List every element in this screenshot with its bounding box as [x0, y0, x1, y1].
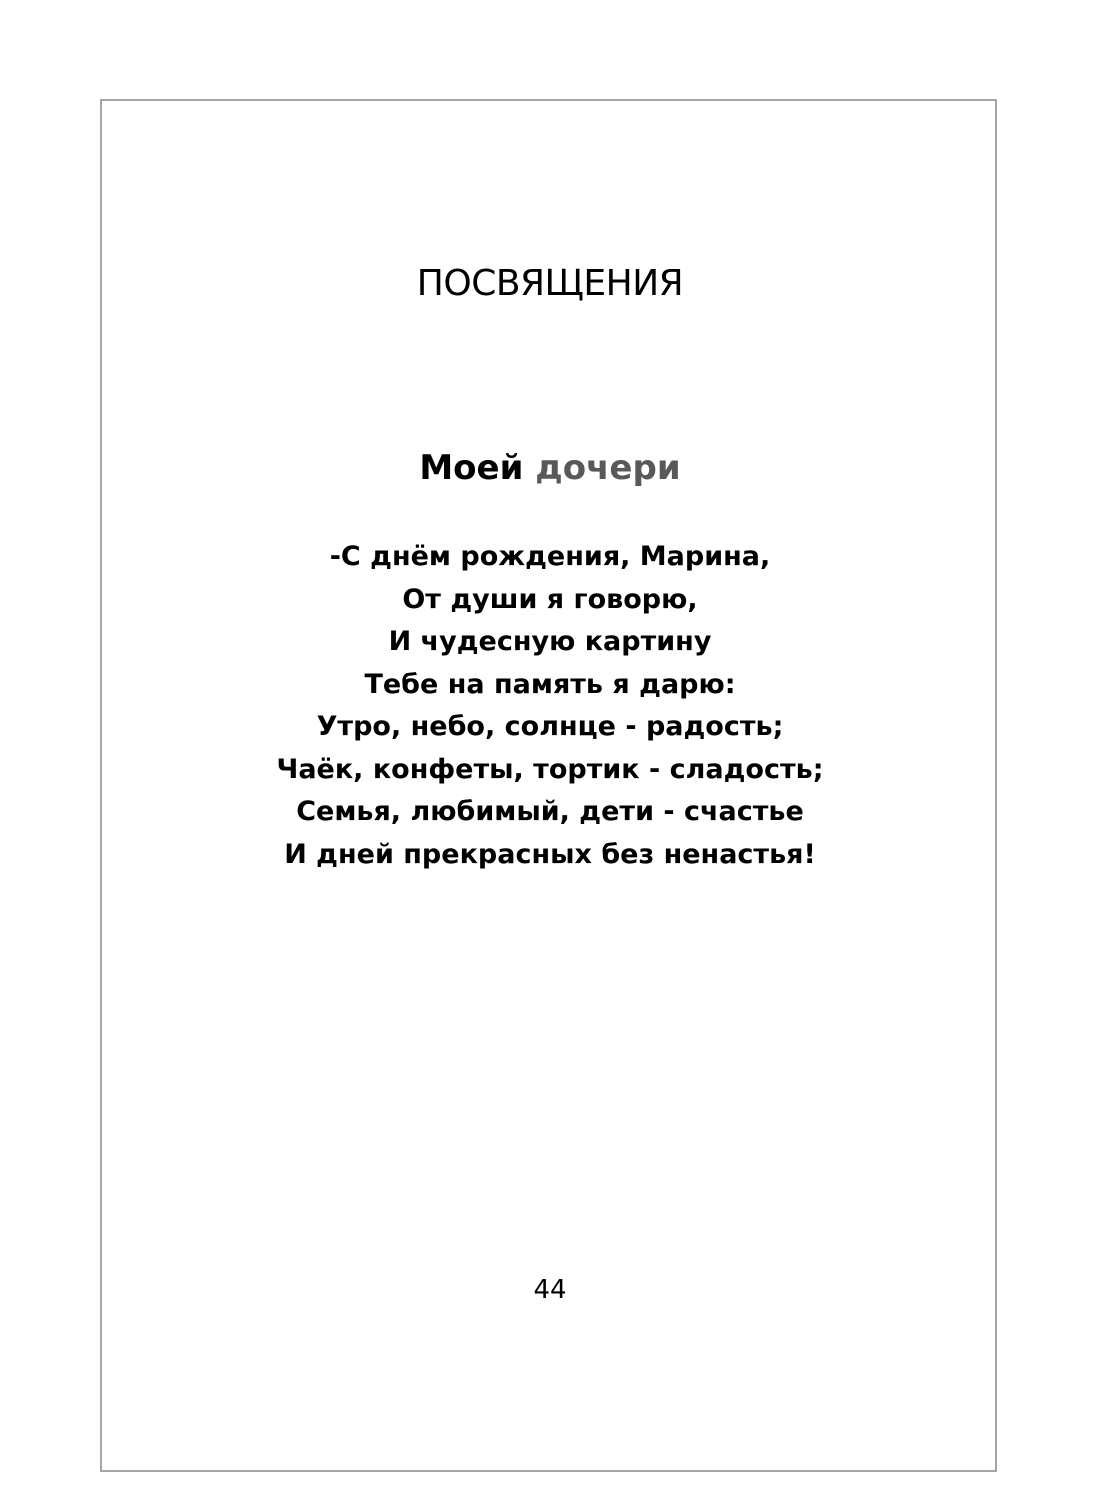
poem-line: Семья, любимый, дети - счастье [296, 796, 804, 827]
poem-title [0, 444, 1100, 492]
poem-line: И чудесную картину [388, 626, 712, 657]
section-title: ПОСВЯЩЕНИЯ [416, 263, 684, 304]
poem-line: Утро, небо, солнце - радость; [316, 711, 784, 742]
poem-line: Тебе на память я дарю: [364, 668, 736, 700]
poem-title-word-1: Моей [419, 448, 524, 488]
poem-line: От души я говорю, [402, 583, 698, 615]
poem-body [0, 536, 1100, 876]
page-number: 44 [533, 1275, 567, 1305]
poem-line: -С днём рождения, Марина, [329, 541, 771, 572]
poem-line: И дней прекрасных без ненастья! [284, 838, 816, 870]
poem-title-word-2: дочери [535, 448, 681, 488]
poem-line: Чаёк, конфеты, тортик - сладость; [276, 753, 824, 785]
